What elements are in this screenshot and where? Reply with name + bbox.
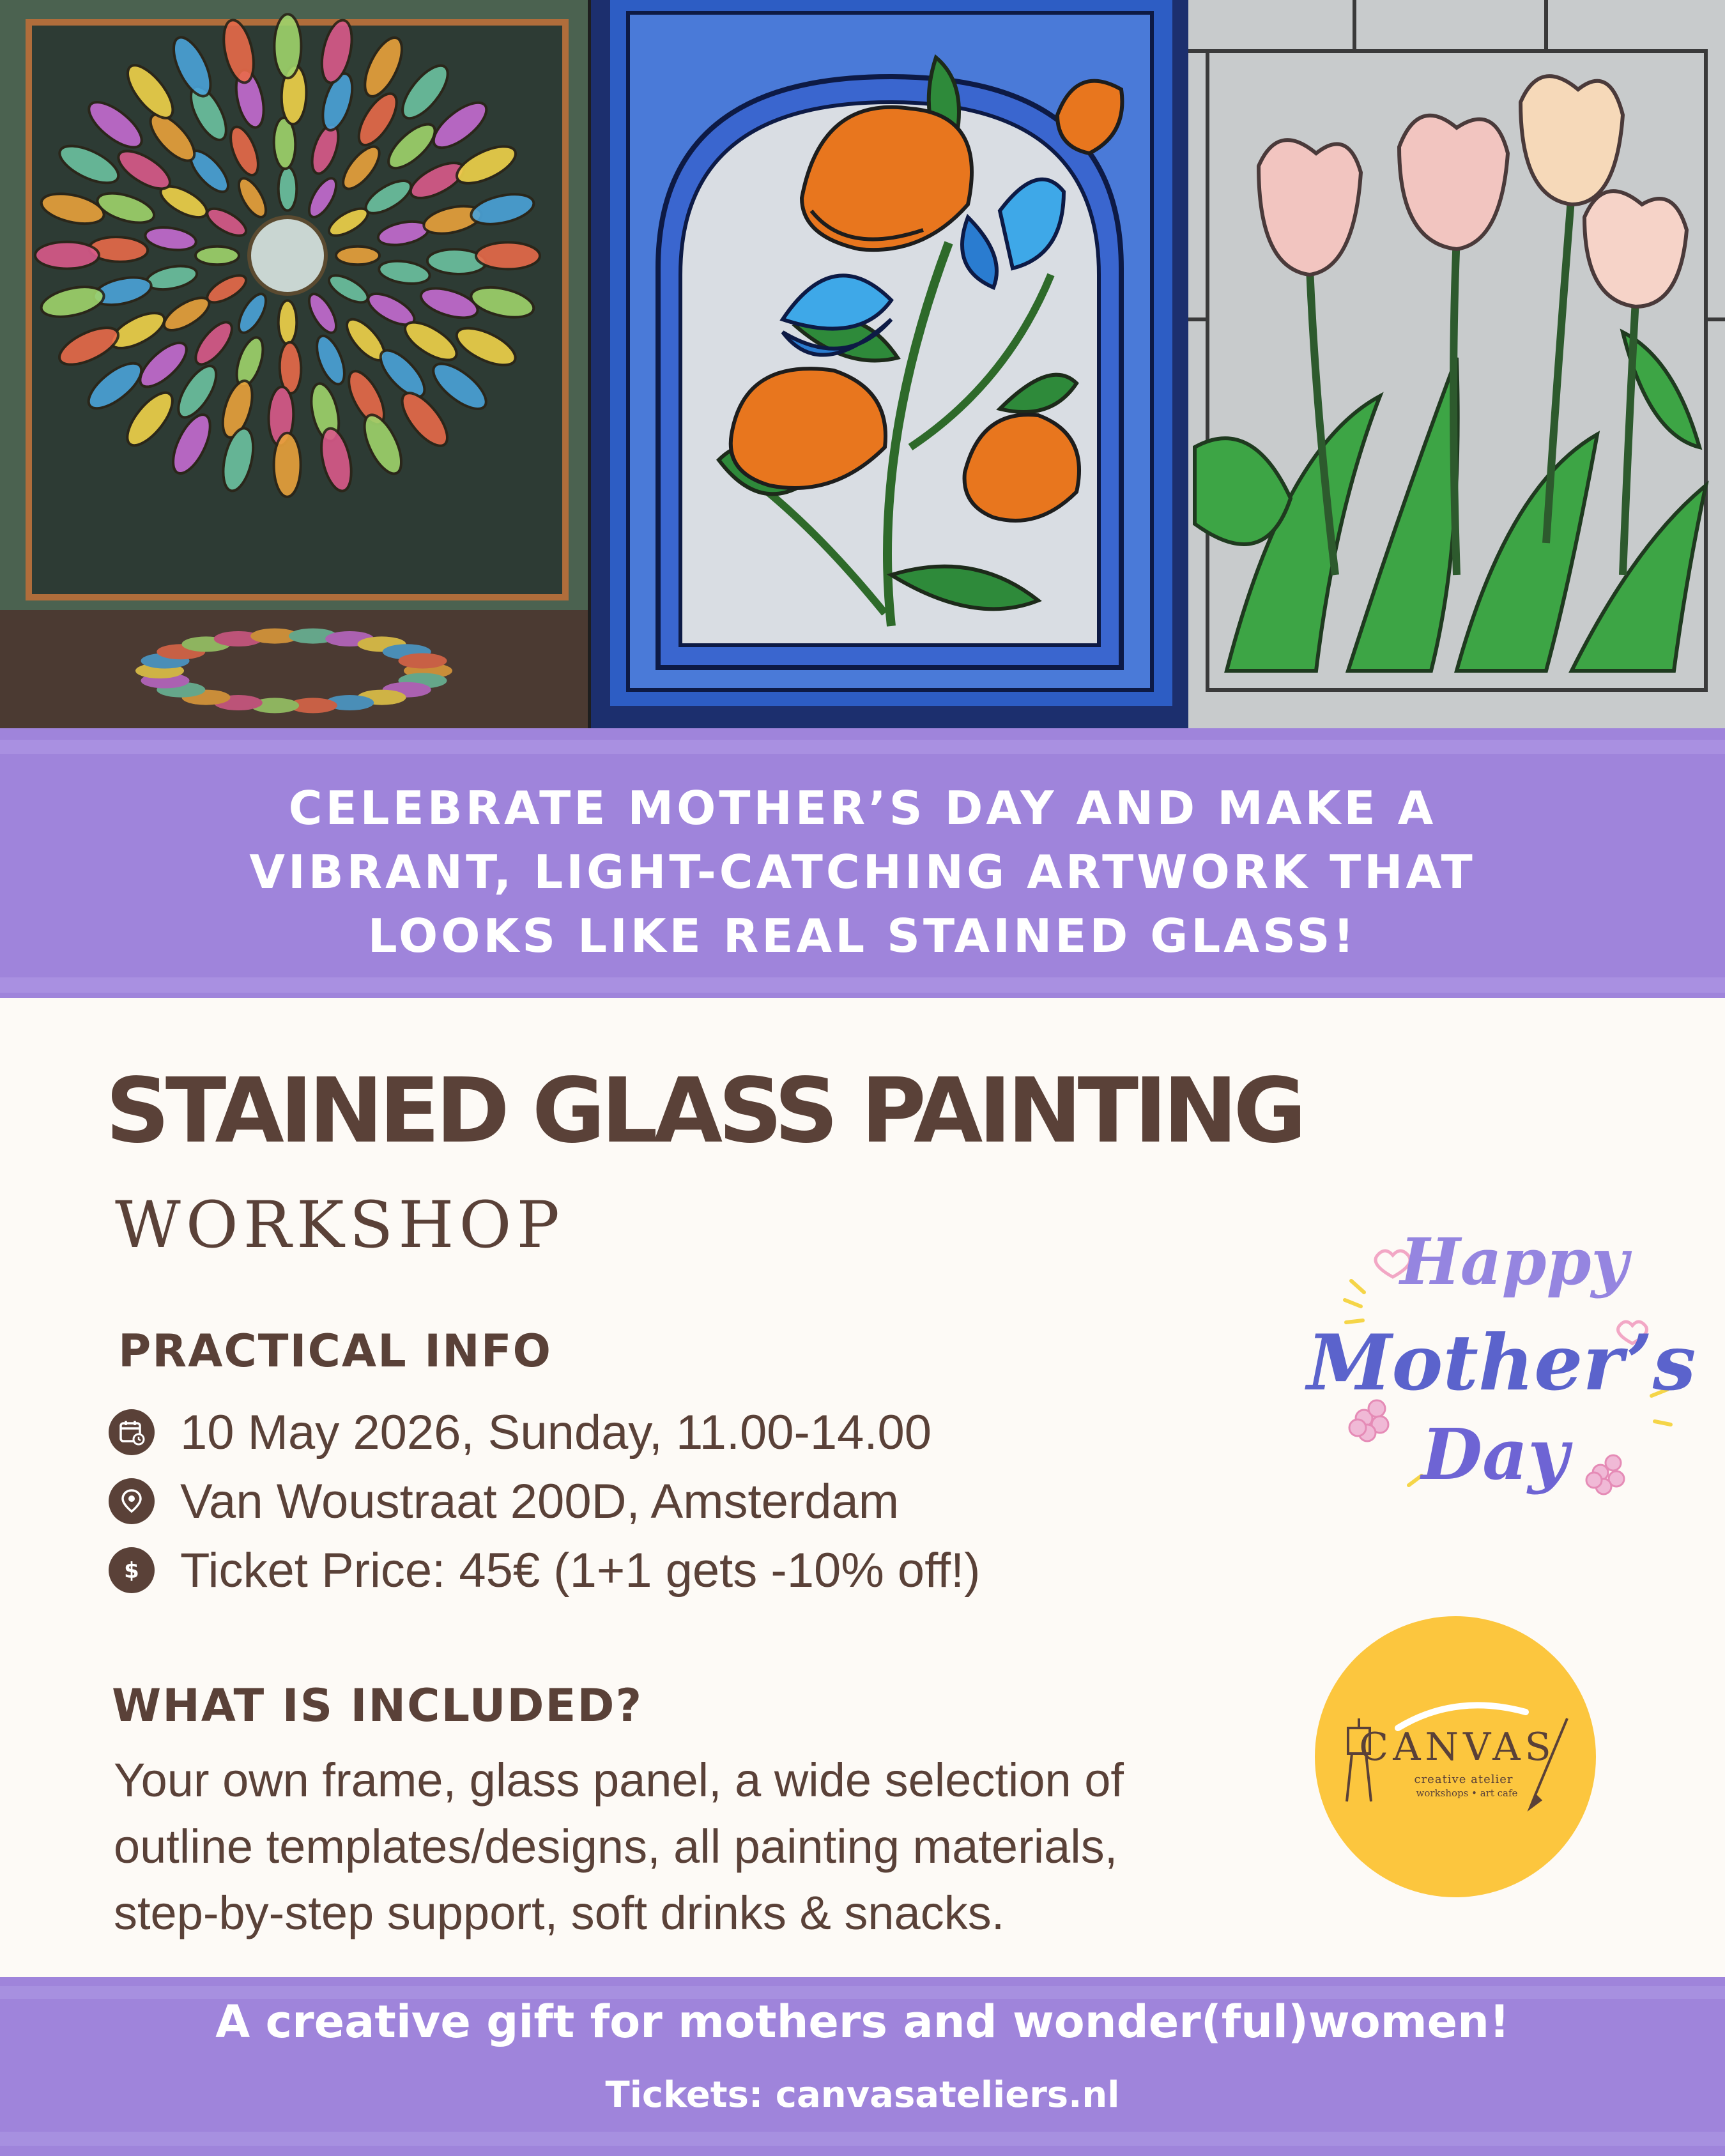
- dollar-icon: [109, 1547, 155, 1593]
- included-line-1: Your own frame, glass panel, a wide selection of: [114, 1754, 1124, 1807]
- tagline-line-1: CELEBRATE MOTHER’S DAY AND MAKE A: [288, 781, 1437, 835]
- page-subtitle: WORKSHOP: [115, 1188, 565, 1262]
- photo-poppy-butterfly-panel: [591, 0, 1188, 728]
- tagline-line-2: VIBRANT, LIGHT-CATCHING ARTWORK THAT: [249, 845, 1476, 899]
- glass-petal: [35, 242, 99, 269]
- canvas-logo: [1315, 1616, 1596, 1897]
- glass-petal: [274, 433, 301, 497]
- included-line-2: outline templates/designs, all painting materials,: [114, 1820, 1118, 1873]
- footer-tickets-link[interactable]: Tickets: canvasateliers.nl: [605, 2074, 1120, 2116]
- footer-slogan: A creative gift for mothers and wonder(ful)women!: [215, 1996, 1510, 2048]
- included-line-3: step-by-step support, soft drinks & snacks.: [114, 1886, 1005, 1939]
- svg-text:$: $: [124, 1558, 139, 1584]
- glass-petal: [336, 247, 379, 265]
- info-date-text: 10 May 2026, Sunday, 11.00-14.00: [180, 1405, 932, 1460]
- photo-radial-flower-panel: [0, 0, 588, 728]
- light-reflection: [399, 654, 447, 669]
- badge-line-happy: Happy: [1400, 1224, 1629, 1299]
- glass-petal: [195, 247, 239, 265]
- info-row-price: [109, 1538, 980, 1602]
- badge-line-mothers: Mother’s: [1307, 1318, 1696, 1408]
- calendar-icon: [109, 1409, 155, 1455]
- location-pin-icon: [109, 1478, 155, 1524]
- photo-tulips-panel: [1188, 0, 1725, 728]
- logo-tagline-2: workshops • art cafe: [1416, 1787, 1518, 1799]
- practical-info-heading: PRACTICAL INFO: [118, 1325, 553, 1377]
- info-location-text: Van Woustraat 200D, Amsterdam: [180, 1474, 900, 1529]
- included-heading: WHAT IS INCLUDED?: [112, 1679, 643, 1732]
- info-row-date: [109, 1400, 931, 1464]
- photo-strip: [0, 0, 1725, 728]
- happy-mothers-day-badge: [1307, 1204, 1696, 1517]
- tagline-line-3: LOOKS LIKE REAL STAINED GLASS!: [367, 909, 1358, 963]
- glass-petal: [279, 167, 297, 211]
- logo-wordmark: CANVAS: [1359, 1725, 1556, 1770]
- glass-petal: [476, 242, 540, 269]
- logo-tagline-1: creative atelier: [1414, 1773, 1514, 1786]
- tagline: [0, 776, 1725, 968]
- page-title: STAINED GLASS PAINTING: [105, 1059, 1303, 1163]
- glass-petal: [279, 301, 297, 344]
- glass-petal: [274, 14, 301, 78]
- badge-line-day: Day: [1421, 1413, 1569, 1495]
- info-price-text: Ticket Price: 45€ (1+1 gets -10% off!): [180, 1543, 981, 1598]
- info-row-location: [109, 1469, 899, 1533]
- included-description: [114, 1747, 1328, 1946]
